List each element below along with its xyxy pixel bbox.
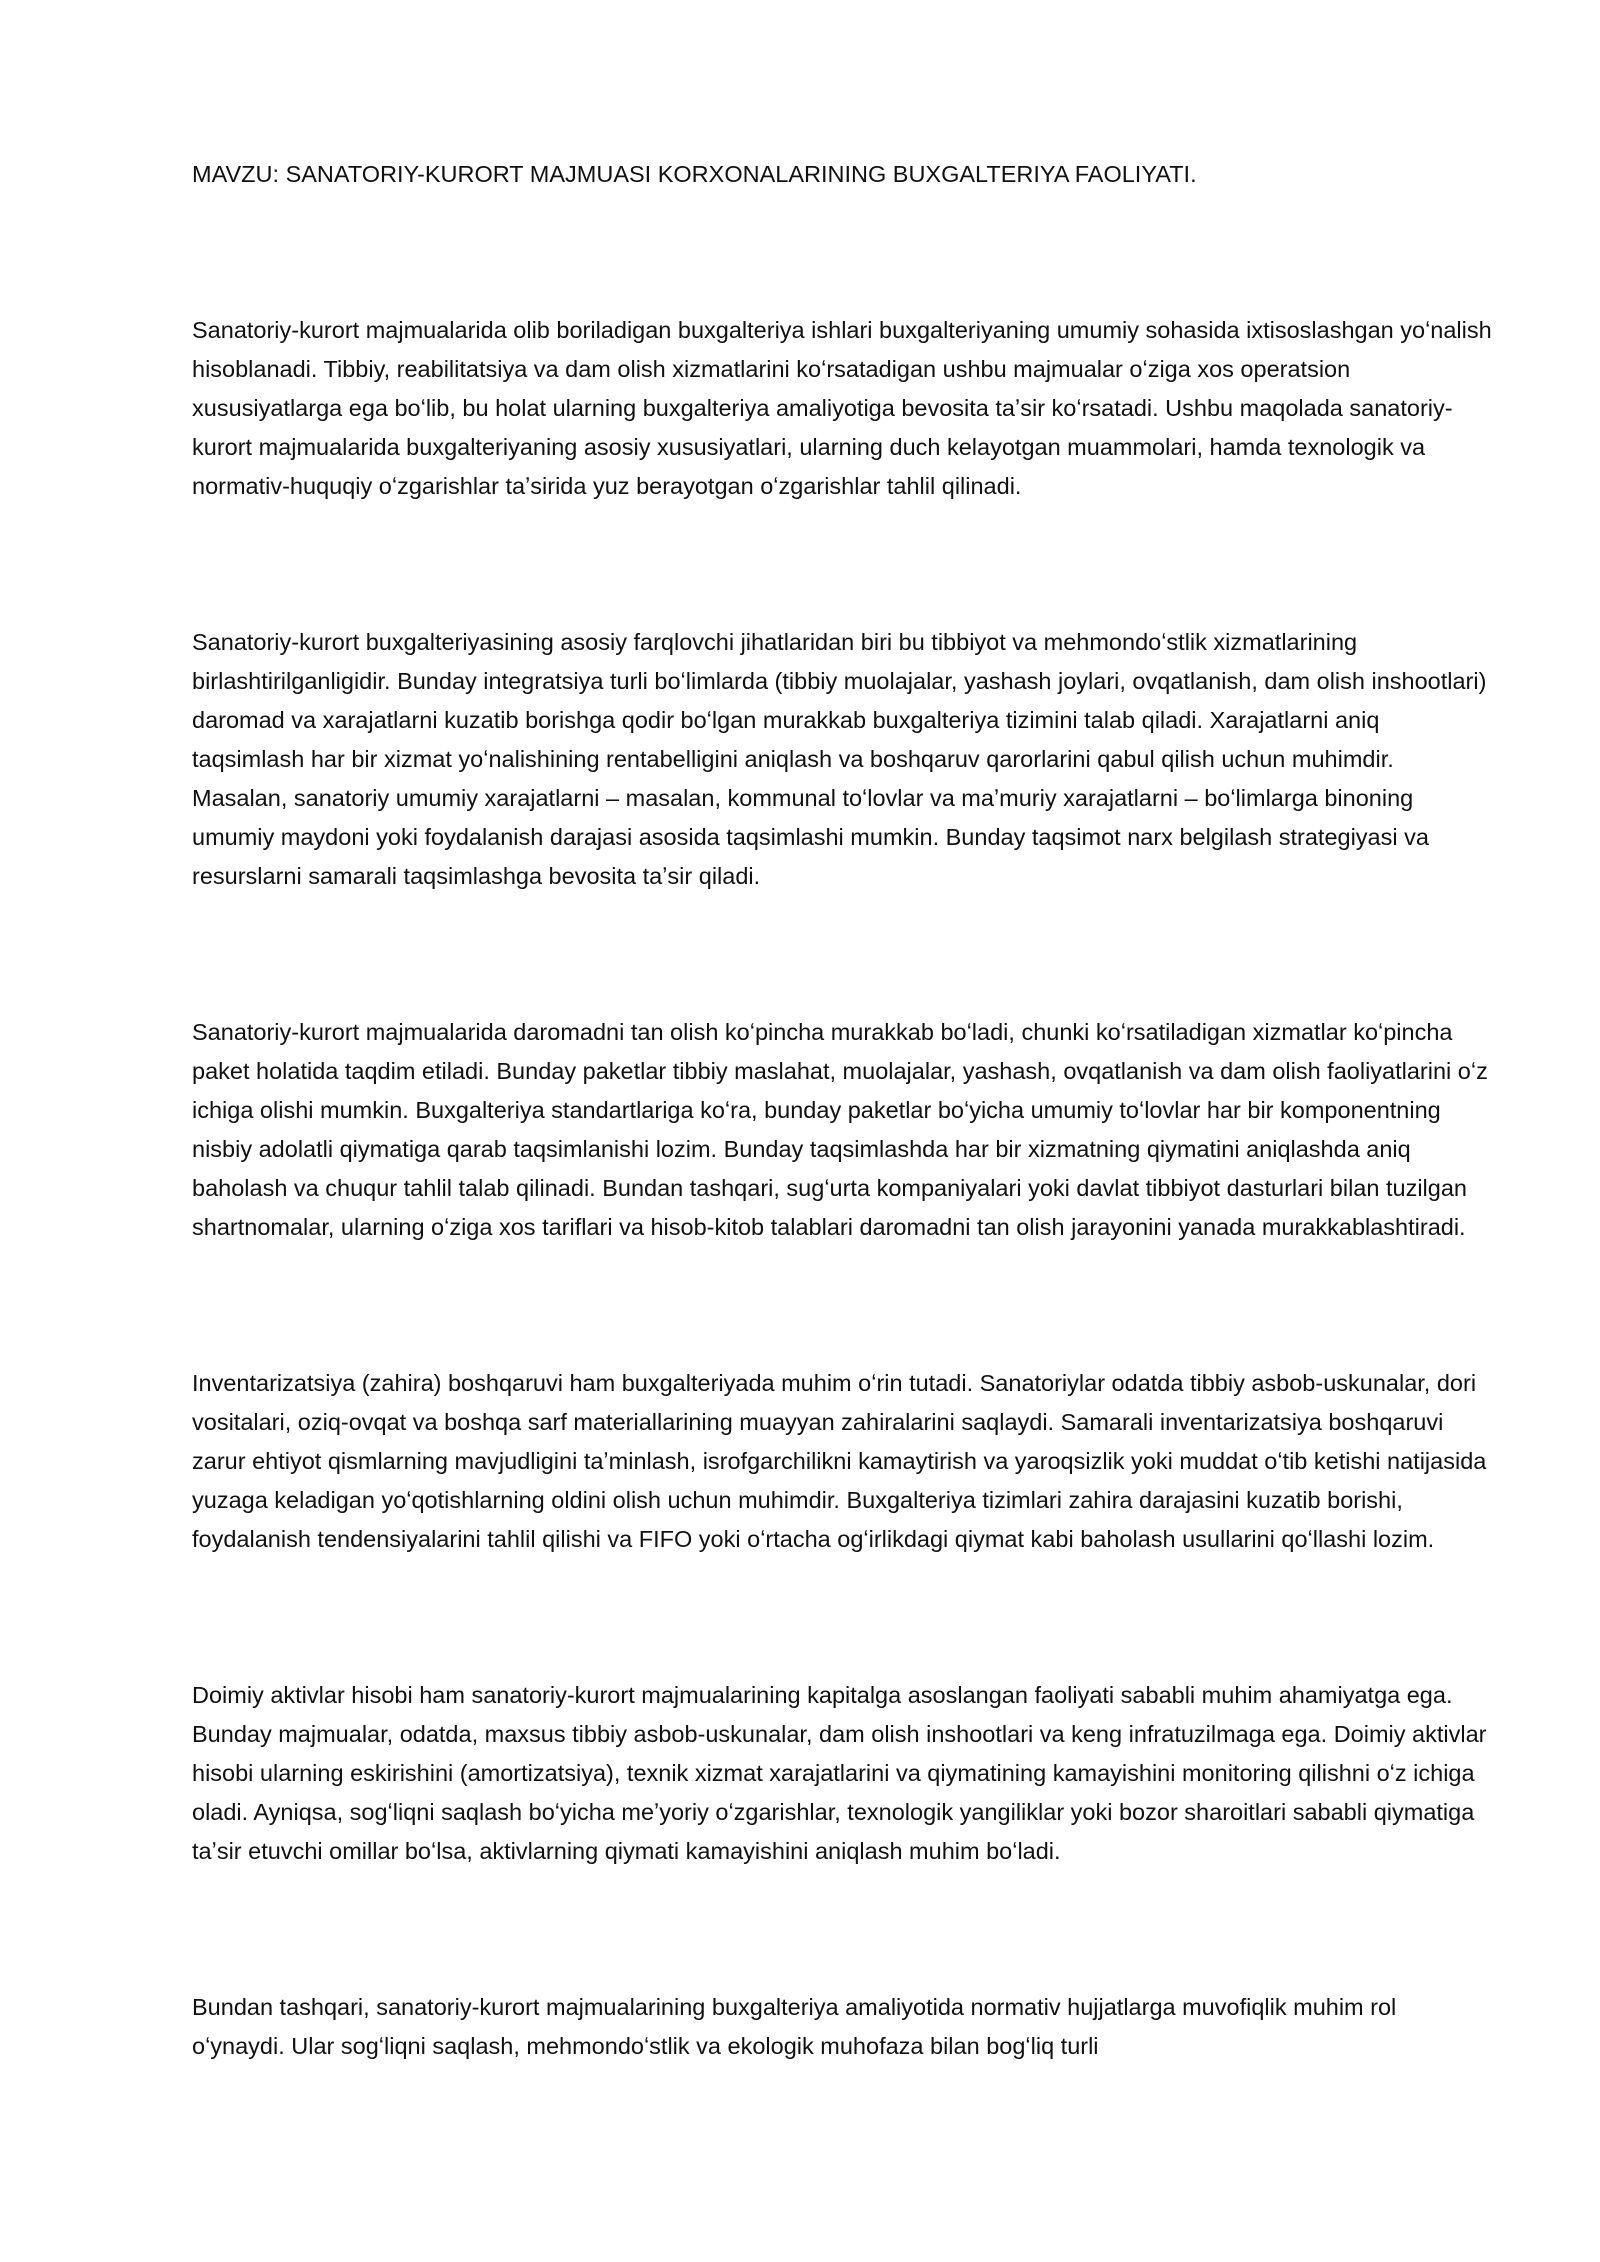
document-title: MAVZU: SANATORIY-KURORT MAJMUASI KORXONALARINING BUXGALTERIYA FAOLIYATI.: [192, 161, 1197, 187]
document-body: [192, 155, 1492, 2066]
paragraph-revenue-recognition: Sanatoriy-kurort majmualarida daromadni tan olish koʻpincha murakkab boʻladi, chunki koʻrsatiladigan xizmatlar koʻpincha paket holatida taqdim etiladi. Bunday paketlar tibbiy maslahat, muolajalar, yashash, ovqatlanish va dam olish faoliyatlarini oʻz ichiga olishi mumkin. Buxgalteriya standartlariga koʻra, bunday paketlar boʻyicha umumiy toʻlovlar har bir komponentning nisbiy adolatli qiymatiga qarab taqsimlanishi lozim. Bunday taqsimlashda har bir xizmatning qiymatini aniqlashda aniq baholash va chuqur tahlil talab qilinadi. Bundan tashqari, sugʻurta kompaniyalari yoki davlat tibbiyot dasturlari bilan tuzilgan shartnomalar, ularning oʻziga xos tariflari va hisob-kitob talablari daromadni tan olish jarayonini yanada murakkablashtiradi.: [192, 1019, 1488, 1240]
paragraph-compliance: Bundan tashqari, sanatoriy-kurort majmualarining buxgalteriya amaliyotida normativ hujjatlarga muvofiqlik muhim rol oʻynaydi. Ular sogʻliqni saqlash, mehmondoʻstlik va ekologik muhofaza bilan bogʻliq turli: [192, 1994, 1397, 2059]
paragraph-inventory: Inventarizatsiya (zahira) boshqaruvi ham buxgalteriyada muhim oʻrin tutadi. Sanatoriylar odatda tibbiy asbob-uskunalar, dori vositalari, oziq-ovqat va boshqa sarf materiallarining muayyan zahiralarini saqlaydi. Samarali inventarizatsiya boshqaruvi zarur ehtiyot qismlarning mavjudligini taʼminlash, isrofgarchilikni kamaytirish va yaroqsizlik yoki muddat oʻtib ketishi natijasida yuzaga keladigan yoʻqotishlarning oldini olish uchun muhimdir. Buxgalteriya tizimlari zahira darajasini kuzatib borishi, foydalanish tendensiyalarini tahlil qilishi va FIFO yoki oʻrtacha ogʻirlikdagi qiymat kabi baholash usullarini qoʻllashi lozim.: [192, 1370, 1487, 1552]
paragraph-fixed-assets: Doimiy aktivlar hisobi ham sanatoriy-kurort majmualarining kapitalga asoslangan faoliyati sababli muhim ahamiyatga ega. Bunday majmualar, odatda, maxsus tibbiy asbob-uskunalar, dam olish inshootlari va keng infratuzilmaga ega. Doimiy aktivlar hisobi ularning eskirishini (amortizatsiya), texnik xizmat xarajatlarini va qiymatining kamayishini monitoring qilishni oʻz ichiga oladi. Ayniqsa, sogʻliqni saqlash boʻyicha meʼyoriy oʻzgarishlar, texnologik yangiliklar yoki bozor sharoitlari sababli qiymatiga taʼsir etuvchi omillar boʻlsa, aktivlarning qiymati kamayishini aniqlash muhim boʻladi.: [192, 1682, 1487, 1864]
paragraph-intro: Sanatoriy-kurort majmualarida olib boriladigan buxgalteriya ishlari buxgalteriyaning umumiy sohasida ixtisoslashgan yoʻnalish hisoblanadi. Tibbiy, reabilitatsiya va dam olish xizmatlarini koʻrsatadigan ushbu majmualar oʻziga xos operatsion xususiyatlarga ega boʻlib, bu holat ularning buxgalteriya amaliyotiga bevosita taʼsir koʻrsatadi. Ushbu maqolada sanatoriy-kurort majmualarida buxgalteriyaning asosiy xususiyatlari, ularning duch kelayotgan muammolari, hamda texnologik va normativ-huquqiy oʻzgarishlar taʼsirida yuz berayotgan oʻzgarishlar tahlil qilinadi.: [192, 317, 1492, 499]
paragraph-integration: Sanatoriy-kurort buxgalteriyasining asosiy farqlovchi jihatlaridan biri bu tibbiyot va mehmondoʻstlik xizmatlarining birlashtirilganligidir. Bunday integratsiya turli boʻlimlarda (tibbiy muolajalar, yashash joylari, ovqatlanish, dam olish inshootlari) daromad va xarajatlarni kuzatib borishga qodir boʻlgan murakkab buxgalteriya tizimini talab qiladi. Xarajatlarni aniq taqsimlash har bir xizmat yoʻnalishining rentabelligini aniqlash va boshqaruv qarorlarini qabul qilish uchun muhimdir. Masalan, sanatoriy umumiy xarajatlarni – masalan, kommunal toʻlovlar va maʼmuriy xarajatlarni – boʻlimlarga binoning umumiy maydoni yoki foydalanish darajasi asosida taqsimlashi mumkin. Bunday taqsimot narx belgilash strategiyasi va resurslarni samarali taqsimlashga bevosita taʼsir qiladi.: [192, 629, 1487, 889]
